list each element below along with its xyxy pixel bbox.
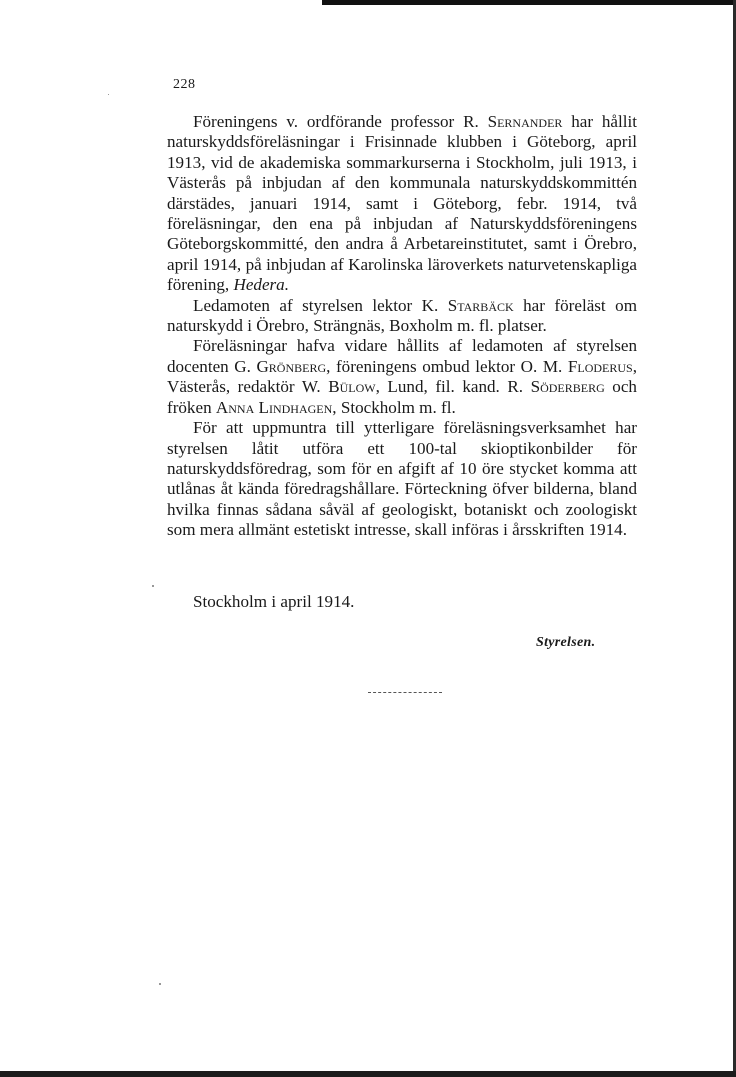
- person-name: Floderus: [567, 356, 633, 376]
- page-number: 228: [173, 77, 196, 92]
- signoff-place-date: Stockholm i april 1914.: [193, 592, 355, 611]
- paragraph-text: Föreläsningar hafva vidare hållits af ledamoten af styrelsen docenten G.: [167, 336, 637, 376]
- scan-speck: [108, 94, 109, 95]
- signature: Styrelsen.: [536, 635, 596, 650]
- paragraph-text: Ledamoten af styrelsen lektor K.: [193, 295, 448, 315]
- person-name: Starbäck: [447, 295, 514, 315]
- paragraph: [167, 336, 637, 418]
- paragraph-text: Föreningens v. ordförande professor R.: [193, 112, 488, 131]
- paragraph-text: och fröken: [167, 377, 637, 417]
- end-rule: [368, 692, 442, 693]
- paragraph-text: , Västerås, redaktör W.: [167, 356, 637, 397]
- paragraph-text: För att uppmuntra till ytterligare föreläsningsverksamhet har styrelsen låtit utföra ett 100-tal skioptikonbilder för naturskyddsföredrag, som för en afgift af 10 öre stycket komma att utlånas åt kända föredragshållare. Förteckning öfver bilderna, bland hvilka finnas sådana såväl af geologiskt, botaniskt och zoologiskt som mera allmänt estetiskt intresse, skall införas i årsskriften 1914.: [167, 418, 637, 540]
- paragraph-text: , föreningens ombud lektor O. M.: [326, 356, 568, 376]
- person-name: Grönberg: [256, 356, 327, 376]
- paragraph-text: , Stockholm m. fl.: [332, 397, 456, 417]
- paragraph: [167, 418, 637, 540]
- person-name: Sernander: [487, 112, 563, 131]
- body-text: [167, 112, 637, 541]
- scan-speck: [159, 983, 161, 985]
- paragraph: [167, 112, 637, 296]
- person-name: Bülow: [328, 377, 376, 397]
- paragraph-text: , Lund, fil. kand. R.: [375, 377, 531, 397]
- scan-border-top: [322, 0, 736, 5]
- person-name: Söderberg: [530, 377, 605, 397]
- paragraph-text: har hållit naturskyddsföreläsningar i Frisinnade klubben i Göteborg, april 1913, vid de akademiska sommarkurserna i Stockholm, juli 1913, i Västerås på inbjudan af den kommunala naturskyddskommittén därstädes, januari 1914, samt i Göteborg, febr. 1914, två föreläsningar, den ena på inbjudan af Naturskyddsföreningens Göteborgskommitté, den andra å Arbetareinstitutet, samt i Örebro, april 1914, på inbjudan af Karolinska läroverkets naturvetenskapliga förening,: [167, 112, 637, 295]
- paragraph: [167, 296, 637, 337]
- scan-speck: [152, 585, 154, 587]
- emphasis-text: Hedera.: [233, 275, 290, 295]
- person-name: Anna Lindhagen: [215, 397, 333, 417]
- scan-border-bottom: [0, 1071, 736, 1077]
- paragraph-text: har föreläst om naturskydd i Örebro, Strängnäs, Boxholm m. fl. platser.: [167, 295, 637, 336]
